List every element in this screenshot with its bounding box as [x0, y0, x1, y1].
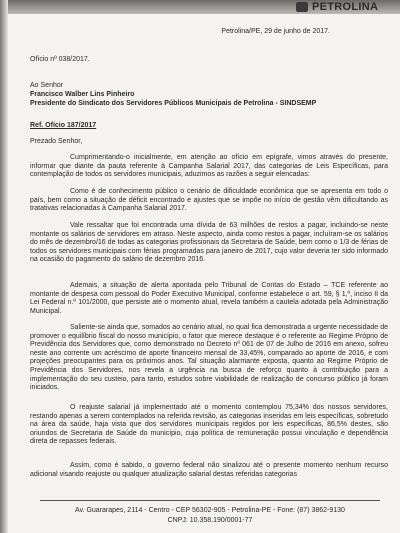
paragraph-6: O reajuste salarial já implementado até o momento contemplou 75,34% dos nossos servidores, restando apenas a serem contemplados na referida revisão, as categorias inseridas em leis específicas, sobretudo na área da saúde, haja vista que dos servidores municipais regidos por leis específicas, 86,5% destes, são oriundos de Secretaria de Saúde do município, cuja política de remuneração possui vinculação e dependência direta de repasses federais.	[30, 404, 388, 446]
paragraph-2: Como é de conhecimento público o cenário de dificuldade econômica que se apresenta em todo o país, bem como a situação de déficit encontrado e ajustes que se impõe no início de gestão vêm dificultando as tratativas relacionadas à Campanha Salarial 2017.	[30, 188, 388, 213]
paragraph-5: Saliente-se ainda que, somados ao cenário atual, no qual fica demonstrada a urgente necessidade de promover o equilíbrio fiscal do nosso município, o fator que merece destaque é o referente ao Regime Próprio de Previdência dos Servidores que, como demonstrado no Decreto nº 061 de 07 de Julho de 2016 em anexo, sofreu neste ano corrente um acréscimo de aporte financeiro mensal de 33,45%, comparado ao aporte de 2016, e com projeções preocupantes para os próximos anos. Tal situação alarmante exposta, quanto ao Regime Próprio de Previdência dos Servidores, nos revela a urgência na busca de reforço quanto à contribuição para a implementação do seu custeio, para tanto, estudos sobre viabilidade de realização de concurso público já foram iniciados.	[30, 324, 388, 392]
paragraph-7: Assim, como é sabido, o governo federal não sinalizou até o presente momento nenhum recurso adicional visando reajuste ou qualquer atualização salarial destas referidas categorias	[30, 462, 388, 478]
recipient-title: Presidente do Sindicato dos Servidores Públicos Municipais de Petrolina - SINDSEMP	[30, 100, 317, 107]
reference: Ref. Ofício 187/2017	[30, 122, 97, 129]
paragraph-4: Ademais, a situação de alerta apontada pelo Tribunal de Contas do Estado – TCE referente ao montante de despesa com pessoal do Poder Executivo Municipal, conforme estabelece o art. 59, § 1,º, inciso II da Lei Federal n.º 101/2000, que persiste até o momento atual, revela também a cautela adotada pela Administração Municipal.	[30, 282, 388, 315]
letter-number: Ofício nº 038/2017.	[30, 56, 90, 63]
crest-icon	[296, 2, 308, 12]
footer-divider	[40, 500, 380, 501]
petrolina-logo	[296, 0, 378, 13]
recipient-name: Francisco Walber Lins Pinheiro	[30, 91, 135, 98]
paragraph-3: Vale ressaltar que foi encontrada uma dívida de 63 milhões de restos a pagar, incluindo-se neste montante os salários de servidores em atraso. Neste aspecto, ainda como restos a pagar, incluíram-se os salários do mês de dezembro/16 de todas as categorias profissionais da Secretaria de Saúde, bem como o 1/3 de férias de todos os servidores municipais com férias programadas para janeiro de 2017, cujo valor deveria ter sido informado na ocasião do pagamento do salário de dezembro 2016.	[30, 222, 388, 264]
footer-cnpj: CNPJ: 10.358.190/0001-77	[167, 517, 253, 524]
greeting: Prezado Senhor,	[30, 138, 83, 145]
date-line: Petrolina/PE, 29 de junho de 2017.	[221, 28, 330, 35]
footer-address: Av. Guararapes, 2114 - Centro - CEP 56302-905 - Petrolina-PE - Fone: (87) 3862-9130	[75, 507, 345, 514]
logo-text: PETROLINA	[312, 0, 379, 13]
paragraph-1: Cumprimentando-o inicialmente, em atenção ao ofício em epígrafe, vimos através do presente, informar que diante da pauta referente à Campanha Salarial 2017, das categorias de Leis Específicas, para contemplação de todos os servidores municipais, aduzimos as razões a seguir elencadas:	[30, 154, 388, 179]
page-left-shadow	[0, 0, 8, 533]
recipient-salutation: Ao Senhor	[30, 82, 64, 89]
